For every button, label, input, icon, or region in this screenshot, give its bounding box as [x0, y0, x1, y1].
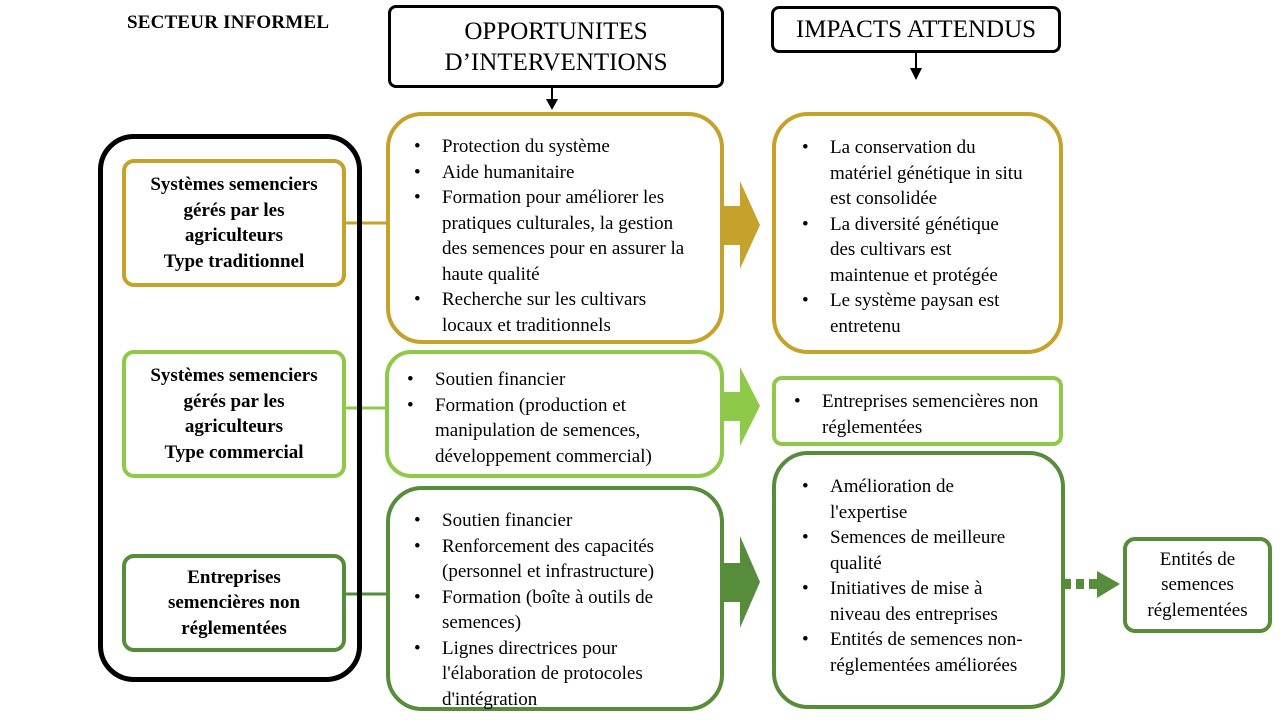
intervention-item: • Renforcement des capacités (personnel et infrastructure): [396, 534, 700, 585]
section-label: SECTEUR INFORMEL: [127, 12, 330, 33]
impact-item: • Amélioration de l'expertise: [784, 474, 1025, 525]
impact-item: • La diversité génétique des cultivars est maintenue et protégée: [784, 212, 1023, 289]
final-outcome-box: [1123, 537, 1272, 633]
interventions-header-arrowhead: [546, 99, 558, 110]
impacts-header-text: IMPACTS ATTENDUS: [795, 16, 1037, 43]
dotted-arrow-dash-3: [1089, 579, 1097, 589]
intervention-item: • Formation (boîte à outils de semences): [396, 585, 700, 636]
category-traditional-line: Type traditionnel: [163, 250, 305, 272]
impact-item: • La conservation du matériel génétique in situ est consolidée: [784, 135, 1023, 212]
intervention-item: • Soutien financier: [389, 367, 704, 393]
impacts-traditional: [772, 112, 1063, 354]
category-commercial-line: gérés par les: [183, 390, 285, 412]
interventions-traditional: [386, 112, 724, 344]
intervention-item: • Formation pour améliorer les pratiques culturales, la gestion des semences pour en assurer la haute qualité: [396, 185, 700, 287]
category-enterprise-line: Entreprises: [187, 566, 281, 588]
category-traditional-line: gérés par les: [183, 199, 285, 221]
final-outcome-line: semences: [1161, 574, 1234, 596]
category-enterprise-line: réglementées: [181, 617, 287, 639]
impacts-commercial: [772, 376, 1063, 446]
intervention-item: • Recherche sur les cultivars locaux et traditionnels: [396, 287, 700, 338]
impact-item: • Le système paysan est entretenu: [784, 288, 1023, 339]
intervention-item: • Protection du système: [396, 134, 700, 160]
category-commercial-line: Systèmes semenciers: [150, 365, 318, 386]
dotted-arrow-dash-2: [1076, 579, 1084, 589]
category-traditional-line: agriculteurs: [184, 225, 284, 246]
block-arrow-enterprise: [724, 536, 760, 628]
impacts-header-arrowhead: [910, 68, 922, 80]
final-outcome-line: Entités de: [1159, 548, 1236, 570]
category-commercial: [122, 350, 346, 478]
interventions-header-line-2: D’INTERVENTIONS: [444, 48, 668, 76]
category-traditional: [122, 159, 346, 287]
category-enterprise: [122, 554, 346, 652]
category-enterprise-line: semencières non: [167, 592, 301, 614]
final-outcome-line: réglementées: [1147, 599, 1248, 621]
dotted-arrow-head: [1097, 571, 1120, 598]
intervention-item: • Soutien financier: [396, 508, 700, 534]
category-traditional-line: Systèmes semenciers: [150, 174, 318, 195]
block-arrow-commercial: [724, 367, 760, 446]
interventions-commercial: [385, 350, 724, 478]
impacts-enterprise: [772, 451, 1065, 709]
impact-item: • Entreprises semencières non réglementées: [776, 389, 1049, 440]
interventions-enterprise: [386, 486, 724, 711]
intervention-item: • Lignes directrices pour l'élaboration de protocoles d'intégration: [396, 636, 700, 713]
block-arrow-traditional: [724, 181, 760, 269]
impact-item: • Initiatives de mise à niveau des entreprises: [784, 576, 1025, 627]
category-commercial-line: Type commercial: [164, 441, 304, 463]
intervention-item: • Formation (production et manipulation de semences, développement commercial): [389, 393, 704, 470]
intervention-item: • Aide humanitaire: [396, 160, 700, 186]
impact-item: • Semences de meilleure qualité: [784, 525, 1025, 576]
interventions-header-line-1: OPPORTUNITES: [464, 17, 648, 45]
category-commercial-line: agriculteurs: [184, 416, 284, 437]
impact-item: • Entités de semences non-réglementées améliorées: [784, 627, 1025, 678]
